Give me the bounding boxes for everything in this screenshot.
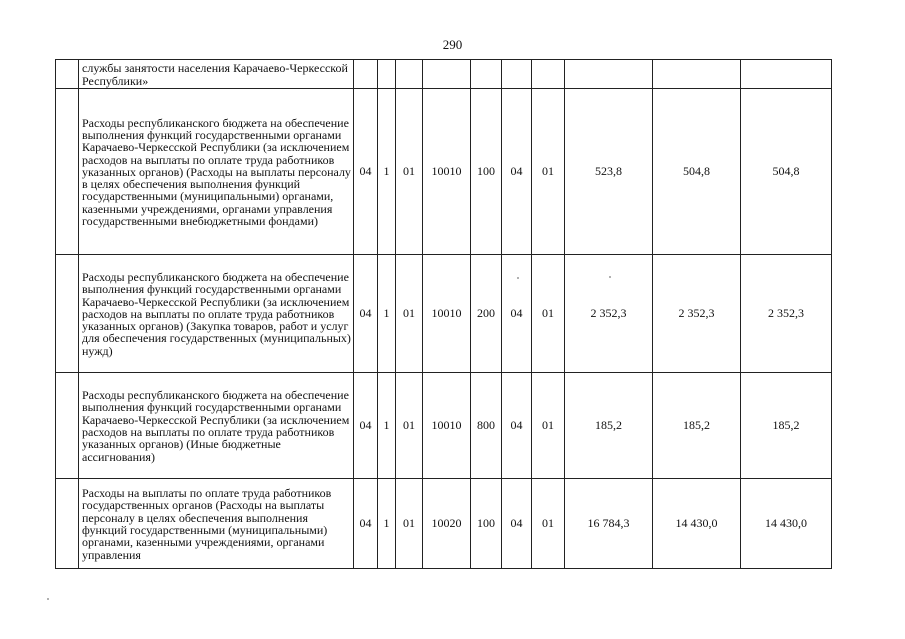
code-cell: 01 <box>396 89 423 255</box>
code-cell <box>396 60 423 89</box>
budget-table <box>55 59 832 569</box>
code-cell: 200 <box>471 255 502 373</box>
table-row <box>56 479 832 569</box>
code-cell: 1 <box>378 89 396 255</box>
table-row <box>56 89 832 255</box>
amount-cell: 504,8 <box>653 89 741 255</box>
code-cell <box>354 60 378 89</box>
code-cell: 10010 <box>423 255 471 373</box>
page-number: 290 <box>442 37 463 52</box>
code-cell: 10020 <box>423 479 471 569</box>
amount-cell: 14 430,0 <box>653 479 741 569</box>
amount-cell <box>741 60 832 89</box>
amount-cell: 523,8 <box>565 89 653 255</box>
code-cell: 100 <box>471 479 502 569</box>
code-cell: 01 <box>396 373 423 479</box>
code-cell: 10010 <box>423 373 471 479</box>
code-cell: 100 <box>471 89 502 255</box>
code-cell: 01 <box>396 479 423 569</box>
amount-cell: 2 352,3 <box>741 255 832 373</box>
scan-speck <box>609 276 611 278</box>
amount-cell: 14 430,0 <box>741 479 832 569</box>
amount-cell: 185,2 <box>653 373 741 479</box>
code-cell <box>502 60 532 89</box>
scan-speck <box>47 598 49 600</box>
row-index-cell <box>56 60 79 89</box>
code-cell: 04 <box>502 255 532 373</box>
code-cell: 04 <box>354 373 378 479</box>
description-cell: Расходы республиканского бюджета на обеспечение выполнения функций государственными органами Карачаево-Черкесской Республики (за исключением расходов на выплаты по оплате труда работников указанных органов) (Расходы на выплаты персоналу в целях обеспечения выполнения функций государственными (муниципальными) органами, казенными учреждениями, органами управления государственными внебюджетными фондами) <box>79 89 354 255</box>
code-cell <box>378 60 396 89</box>
table-row <box>56 255 832 373</box>
row-index-cell <box>56 373 79 479</box>
row-index-cell <box>56 89 79 255</box>
amount-cell: 185,2 <box>741 373 832 479</box>
description-cell: Расходы на выплаты по оплате труда работников государственных органов (Расходы на выплаты персоналу в целях обеспечения выполнения функций государственными (муниципальными) органами, казенными учреждениями, органами управления <box>79 479 354 569</box>
amount-cell: 504,8 <box>741 89 832 255</box>
amount-cell: 16 784,3 <box>565 479 653 569</box>
row-index-cell <box>56 255 79 373</box>
code-cell: 04 <box>354 479 378 569</box>
budget-table-body <box>56 60 832 569</box>
amount-cell <box>653 60 741 89</box>
code-cell: 800 <box>471 373 502 479</box>
code-cell <box>532 60 565 89</box>
description-cell: службы занятости населения Карачаево-Черкесской Республики» <box>79 60 354 89</box>
code-cell: 1 <box>378 479 396 569</box>
row-index-cell <box>56 479 79 569</box>
code-cell: 04 <box>502 373 532 479</box>
scan-speck <box>517 277 519 279</box>
amount-cell: 2 352,3 <box>565 255 653 373</box>
table-row <box>56 373 832 479</box>
code-cell: 04 <box>502 479 532 569</box>
code-cell: 04 <box>354 255 378 373</box>
code-cell: 01 <box>532 89 565 255</box>
amount-cell <box>565 60 653 89</box>
code-cell: 04 <box>354 89 378 255</box>
table-row <box>56 60 832 89</box>
amount-cell: 2 352,3 <box>653 255 741 373</box>
code-cell: 01 <box>396 255 423 373</box>
code-cell: 10010 <box>423 89 471 255</box>
code-cell <box>471 60 502 89</box>
code-cell: 01 <box>532 373 565 479</box>
code-cell: 1 <box>378 373 396 479</box>
code-cell: 01 <box>532 479 565 569</box>
amount-cell: 185,2 <box>565 373 653 479</box>
description-cell: Расходы республиканского бюджета на обеспечение выполнения функций государственными органами Карачаево-Черкесской Республики (за исключением расходов на выплаты по оплате труда работников указанных органов) (Иные бюджетные ассигнования) <box>79 373 354 479</box>
code-cell: 01 <box>532 255 565 373</box>
code-cell: 04 <box>502 89 532 255</box>
code-cell: 1 <box>378 255 396 373</box>
description-cell: Расходы республиканского бюджета на обеспечение выполнения функций государственными органами Карачаево-Черкесской Республики (за исключением расходов на выплаты по оплате труда работников указанных органов) (Закупка товаров, работ и услуг для обеспечения государственных (муниципальных) нужд) <box>79 255 354 373</box>
code-cell <box>423 60 471 89</box>
